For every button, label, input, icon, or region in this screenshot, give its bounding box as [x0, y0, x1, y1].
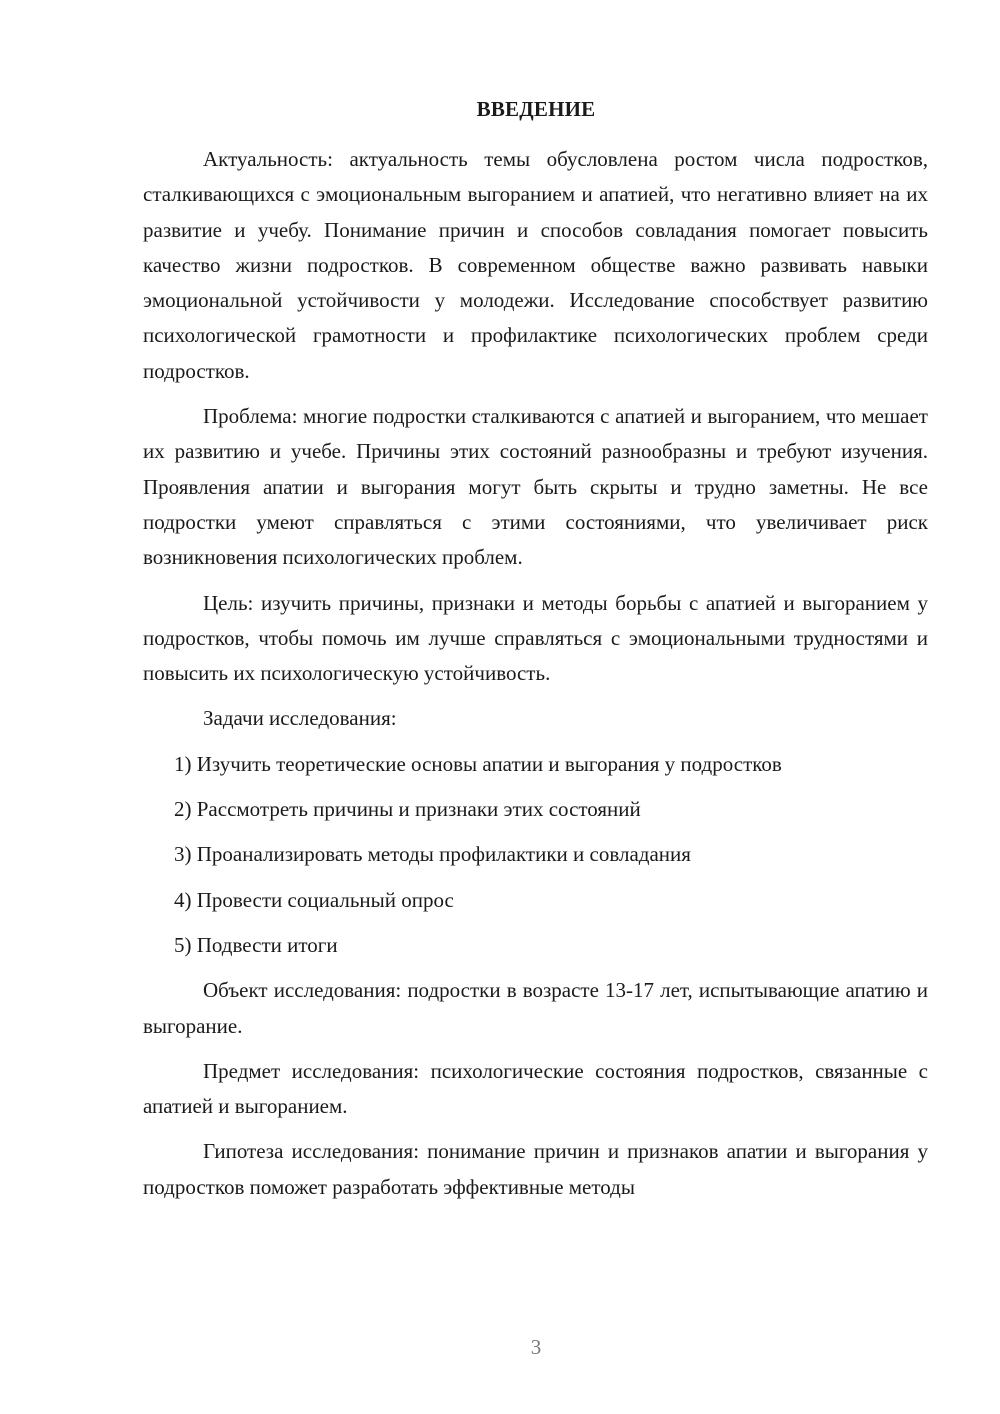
tasks-list — [143, 747, 928, 963]
document-body — [143, 142, 928, 1205]
list-item: 2) Рассмотреть причины и признаки этих состояний — [174, 797, 641, 822]
section-title: ВВЕДЕНИЕ — [476, 97, 596, 121]
list-item: 1) Изучить теоретические основы апатии и выгорания у подростков — [174, 751, 782, 776]
list-item: 3) Проанализировать методы профилактики и совладания — [174, 842, 691, 867]
paragraph-subject: Предмет исследования: психологические состояния подростков, связанные с апатией и выгоранием. — [143, 1058, 928, 1119]
list-item: 5) Подвести итоги — [174, 932, 338, 957]
tasks-heading: Задачи исследования: — [203, 706, 397, 731]
paragraph-relevance: Актуальность: актуальность темы обусловлена ростом числа подростков, сталкивающихся с эмоциональным выгоранием и апатией, что негативно влияет на их развитие и учебу. Понимание причин и способов совладания помогает повысить качество жизни подростков. В современном обществе важно развивать навыки эмоциональной устойчивости у молодежи. Исследование способствует развитию психологической грамотности и профилактике психологических проблем среди подростков. — [143, 147, 928, 383]
list-item: 4) Провести социальный опрос — [174, 887, 454, 912]
paragraph-object: Объект исследования: подростки в возрасте 13-17 лет, испытывающие апатию и выгорание. — [143, 978, 928, 1038]
paragraph-problem: Проблема: многие подростки сталкиваются с апатией и выгоранием, что мешает их развитию и учебе. Причины этих состояний разнообразны и требуют изучения. Проявления апатии и выгорания могут быть скрыты и трудно заметны. Не все подростки умеют справляться с этими состояниями, что увеличивает риск возникновения психологических проблем. — [143, 404, 928, 570]
page-number: 3 — [530, 1335, 542, 1359]
paragraph-hypothesis: Гипотеза исследования: понимание причин и признаков апатии и выгорания у подростков поможет разработать эффективные методы — [143, 1139, 928, 1199]
paragraph-goal: Цель: изучить причины, признаки и методы борьбы с апатией и выгоранием у подростков, чтобы помочь им лучше справляться с эмоциональными трудностями и повысить их психологическую устойчивость. — [143, 590, 928, 686]
